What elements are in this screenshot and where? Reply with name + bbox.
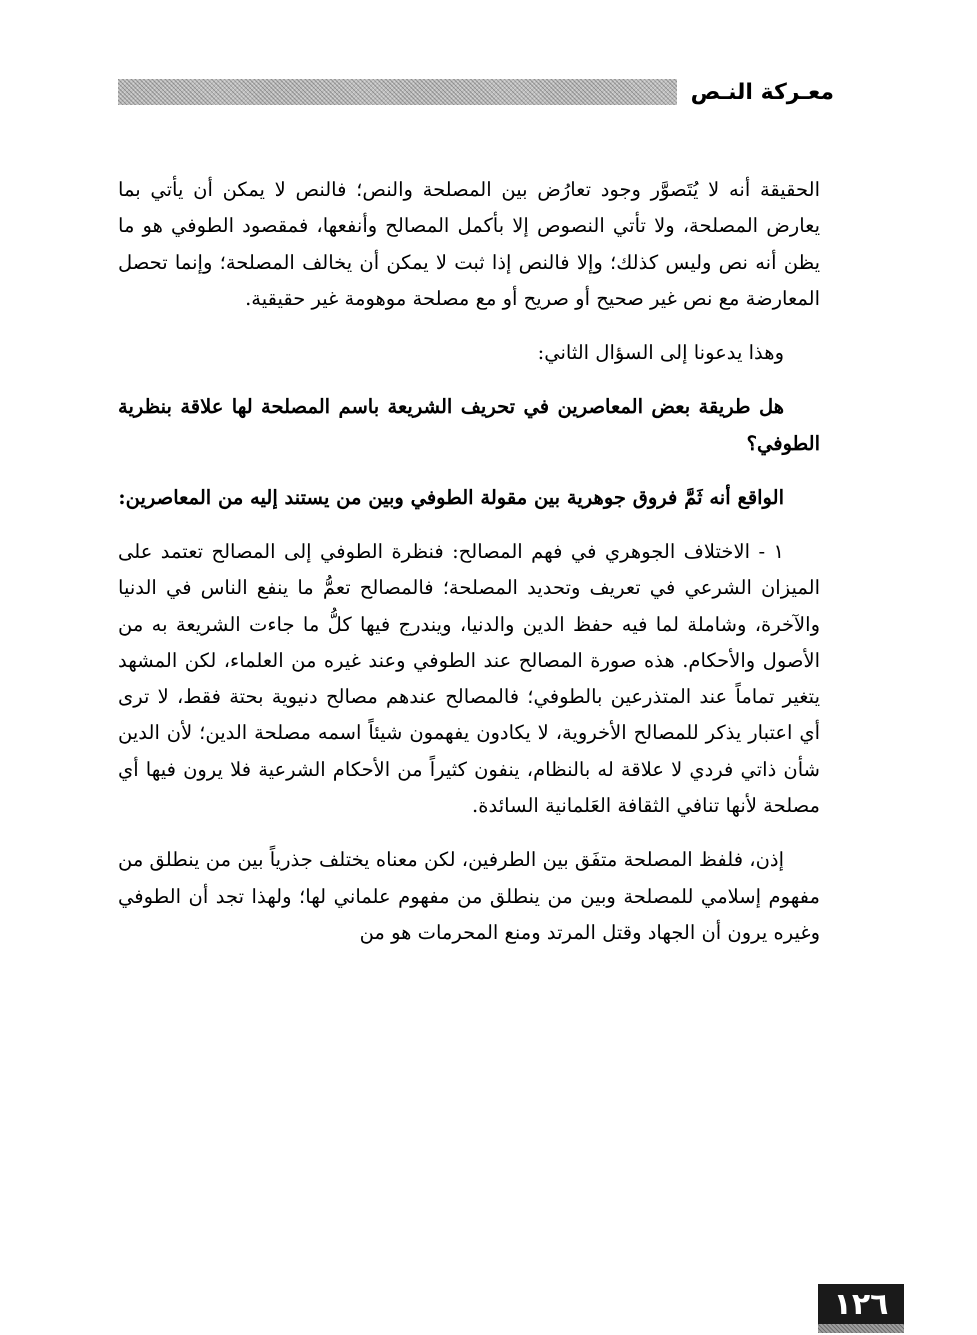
paragraph-2: وهذا يدعونا إلى السؤال الثاني: xyxy=(537,341,784,365)
page-body xyxy=(118,172,820,969)
header-title: معـركة النـص xyxy=(690,79,834,105)
paragraph-4: الواقع أنه ثَمَّ فروق جوهرية بين مقولة الطوفي وبين من يستند إليه من المعاصرين: xyxy=(118,485,784,509)
header-decorative-band xyxy=(118,79,677,105)
page-number: ١٢٦ xyxy=(818,1284,904,1324)
paragraph-5-point-1: ١ - الاختلاف الجوهري في فهم المصالح: فنظرة الطوفي إلى المصالح تعتمد على الميزان الشرعي في تعريف وتحديد المصلحة؛ فالمصالح تعمُّ ما ينفع الناس في الدنيا والآخرة، وشاملة لما فيه حفظ الدين والدنيا، ويندرج فيها كلُّ ما جاءت الشريعة به من الأصول والأحكام. هذه صورة المصالح عند الطوفي وعند غيره من العلماء، لكن المشهد يتغير تماماً عند المتذرعين بالطوفي؛ فالمصالح عندهم مصالح دنيوية بحتة فقط، لا ترى أي اعتبار يذكر للمصالح الأخروية، لا يكادون يفهمون شيئاً اسمه مصلحة الدين؛ لأن الدين شأن ذاتي فردي لا علاقة له بالنظام، ينفون كثيراً من الأحكام الشرعية فلا يرون فيها أي مصلحة لأنها تنافي الثقافة العَلمانية السائدة. xyxy=(118,540,820,817)
paragraph-6: إذن، فلفظ المصلحة متفَق بين الطرفين، لكن معناه يختلف جذرياً بين من ينطلق من مفهوم إسلامي للمصلحة وبين من ينطلق من مفهوم علماني لها؛ ولهذا تجد أن الطوفي وغيره يرون أن الجهاد وقتل المرتد ومنع المحرمات هو من xyxy=(118,848,820,944)
paragraph-1: الحقيقة أنه لا يُتَصوَّر وجود تعارُض بين المصلحة والنص؛ فالنص لا يمكن أن يأتي بما يعارض المصلحة، ولا تأتي النصوص إلا بأكمل المصالح وأنفعها، فمقصود الطوفي هو ما يظن أنه نص وليس كذلك؛ وإلا فالنص إذا ثبت لا يمكن أن يخالف المصلحة؛ وإنما تحصل المعارضة مع نص غير صحيح أو صريح أو مع مصلحة موهومة غير حقيقية. xyxy=(118,178,820,310)
page-number-decoration xyxy=(818,1324,904,1333)
paragraph-3-question: هل طريقة بعض المعاصرين في تحريف الشريعة باسم المصلحة لها علاقة بنظرية الطوفي؟ xyxy=(118,395,820,455)
running-header xyxy=(118,72,834,112)
